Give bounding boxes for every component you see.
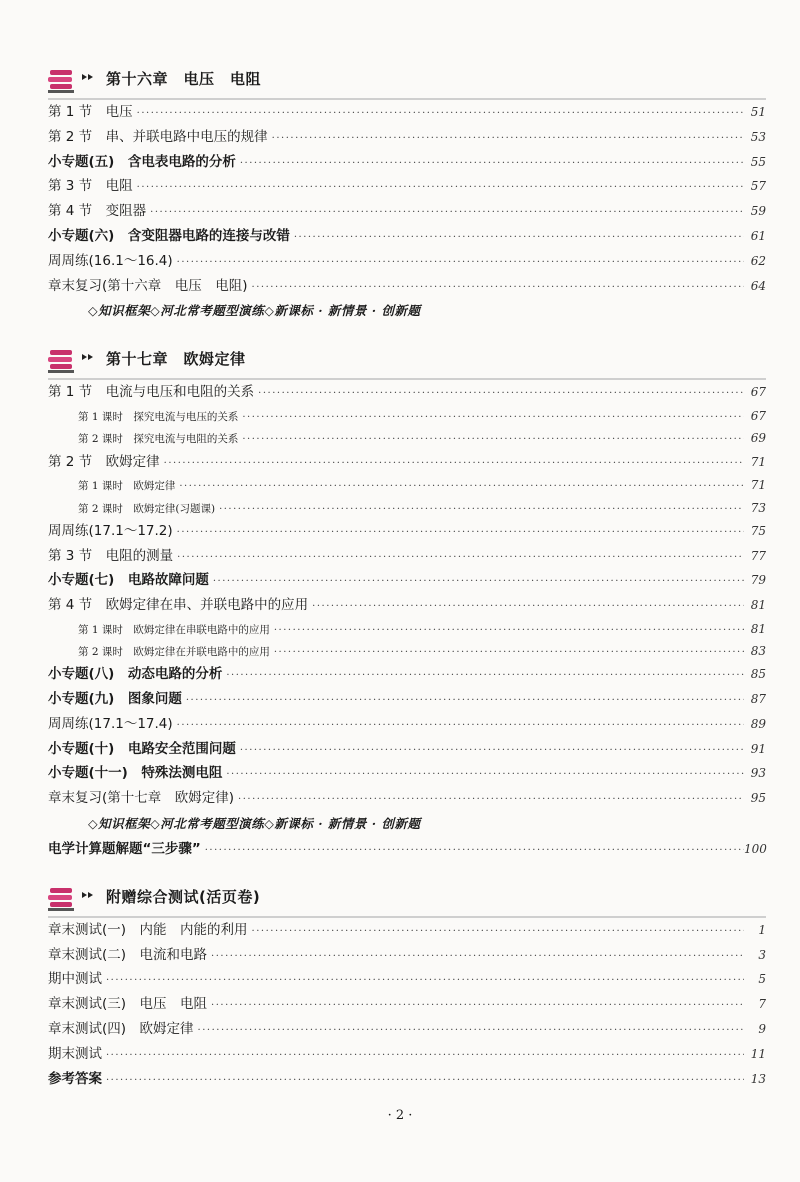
- toc-entry-label: 章末测试(一) 内能 内能的利用: [48, 921, 248, 938]
- toc-page-number: 83: [750, 644, 766, 659]
- toc-entry[interactable]: [48, 224, 766, 249]
- toc-page-number: 79: [750, 573, 766, 588]
- toc-entry[interactable]: [48, 1042, 766, 1067]
- toc-entry-label: 第 2 节 欧姆定律: [48, 453, 160, 470]
- book-stack-icon: [48, 882, 104, 912]
- toc-entry-label: 章末复习(第十七章 欧姆定律): [48, 790, 235, 807]
- toc-entry-label: 周周练(17.1～17.2): [48, 522, 173, 539]
- chapter-header-17: [48, 338, 766, 380]
- toc-page-number: 91: [750, 741, 766, 756]
- toc-page-number: 67: [750, 409, 766, 424]
- table-of-contents: [48, 58, 766, 1091]
- chapter-title: 第十六章 电压 电阻: [106, 70, 262, 88]
- dot-leader: [198, 1019, 744, 1043]
- dot-leader: [240, 152, 744, 176]
- toc-entry[interactable]: [48, 150, 766, 175]
- book-stack-icon: [48, 64, 104, 94]
- chapter-header-appendix: [48, 876, 766, 918]
- toc-page-number: 61: [750, 228, 766, 243]
- toc-entry-label: 周周练(17.1～17.4): [48, 715, 173, 732]
- toc-entry[interactable]: [48, 712, 766, 737]
- toc-entry[interactable]: [48, 640, 766, 662]
- toc-entry-label: 期中测试: [48, 971, 102, 988]
- toc-entry[interactable]: [48, 274, 766, 299]
- toc-entry[interactable]: [48, 992, 766, 1017]
- toc-entry-label: 小专题(五) 含电表电路的分析: [48, 153, 236, 170]
- dot-leader: [252, 276, 744, 300]
- toc-entry[interactable]: [48, 125, 766, 150]
- dot-leader: [177, 521, 744, 545]
- toc-entry-label: 电学计算题解题“三步骤”: [48, 841, 201, 858]
- toc-entry-label: 第 3 节 电阻的测量: [48, 547, 174, 564]
- toc-entry[interactable]: [48, 100, 766, 125]
- toc-page-number: 11: [750, 1046, 766, 1061]
- dot-leader: [312, 595, 744, 619]
- toc-entry[interactable]: [48, 837, 766, 862]
- toc-page-number: 89: [750, 716, 766, 731]
- toc-page-number: 3: [758, 947, 766, 962]
- toc-entry[interactable]: [48, 474, 766, 496]
- toc-entry-label: 第 2 课时 探究电流与电阻的关系: [78, 433, 239, 446]
- toc-entry[interactable]: [48, 687, 766, 712]
- toc-entry-label: 第 2 课时 欧姆定律在并联电路中的应用: [78, 646, 270, 659]
- toc-entry-label: 小专题(六) 含变阻器电路的连接与改错: [48, 227, 290, 244]
- toc-entry[interactable]: [48, 519, 766, 544]
- dot-leader: [211, 994, 744, 1018]
- toc-entry[interactable]: [48, 662, 766, 687]
- toc-page-number: 73: [750, 500, 766, 515]
- toc-page-number: 75: [750, 523, 766, 538]
- toc-entry[interactable]: [48, 405, 766, 427]
- toc-entry[interactable]: [48, 380, 766, 405]
- toc-page-number: 62: [750, 253, 766, 268]
- toc-page-number: 5: [758, 972, 766, 987]
- book-stack-icon: [48, 344, 104, 374]
- dot-leader: [137, 102, 744, 126]
- dot-leader: [164, 452, 744, 476]
- toc-entry-label: 第 4 节 变阻器: [48, 203, 147, 220]
- dot-leader: [213, 570, 744, 594]
- page-number: · 2 ·: [387, 1108, 413, 1123]
- dot-leader: [205, 839, 744, 863]
- dot-leader: [294, 226, 744, 250]
- toc-entry[interactable]: [48, 737, 766, 762]
- chapter-extras: ◇知识框架◇河北常考题型演练◇新课标 · 新情景 · 创新题: [88, 816, 421, 832]
- dot-leader: [240, 739, 744, 763]
- toc-entry[interactable]: [48, 544, 766, 569]
- toc-page-number: 93: [750, 766, 766, 781]
- chapter-title: 第十七章 欧姆定律: [106, 350, 246, 369]
- toc-entry[interactable]: [48, 174, 766, 199]
- toc-entry-label: 参考答案: [48, 1070, 102, 1087]
- toc-page-number: 71: [750, 478, 766, 493]
- chapter-17-after: [48, 837, 766, 862]
- dot-leader: [177, 546, 744, 570]
- dot-leader: [252, 920, 744, 944]
- toc-page-number: 9: [758, 1022, 766, 1037]
- toc-page-number: 69: [750, 431, 766, 446]
- toc-entry-label: 章末复习(第十六章 电压 电阻): [48, 277, 248, 294]
- toc-entry-label: 小专题(七) 电路故障问题: [48, 572, 209, 589]
- chapter-title: 附赠综合测试(活页卷): [106, 887, 261, 906]
- toc-entry-label: 小专题(十一) 特殊法测电阻: [48, 765, 223, 782]
- toc-entry-label: 小专题(十) 电路安全范围问题: [48, 740, 236, 757]
- dot-leader: [258, 382, 744, 406]
- toc-entry[interactable]: [48, 618, 766, 640]
- chapter-17-entries: [48, 380, 766, 811]
- toc-entry[interactable]: [48, 943, 766, 968]
- dot-leader: [177, 251, 744, 275]
- toc-page-number: 81: [750, 621, 766, 636]
- toc-entry-label: 第 4 节 欧姆定律在串、并联电路中的应用: [48, 597, 309, 614]
- toc-entry[interactable]: [48, 786, 766, 811]
- dot-leader: [226, 763, 744, 787]
- toc-page-number: 53: [750, 129, 766, 144]
- dot-leader: [137, 176, 744, 200]
- toc-entry-label: 小专题(九) 图象问题: [48, 691, 182, 708]
- toc-entry-label: 小专题(八) 动态电路的分析: [48, 666, 223, 683]
- dot-leader: [150, 201, 744, 225]
- toc-page-number: 51: [750, 105, 766, 119]
- dot-leader: [238, 788, 744, 812]
- toc-page-number: 95: [750, 791, 766, 806]
- toc-entry[interactable]: [48, 967, 766, 992]
- chapter-extras: ◇知识框架◇河北常考题型演练◇新课标 · 新情景 · 创新题: [88, 303, 421, 319]
- toc-entry[interactable]: [48, 1067, 766, 1092]
- dot-leader: [211, 945, 744, 969]
- toc-entry[interactable]: [48, 427, 766, 449]
- dot-leader: [177, 714, 744, 738]
- toc-page-number: 55: [750, 154, 766, 169]
- toc-page-number: 100: [744, 842, 767, 857]
- toc-entry[interactable]: [48, 450, 766, 475]
- toc-page-number: 85: [750, 667, 766, 682]
- toc-entry-label: 章末测试(四) 欧姆定律: [48, 1021, 194, 1038]
- toc-entry-label: 第 2 节 串、并联电路中电压的规律: [48, 128, 268, 145]
- dot-leader: [186, 689, 744, 713]
- dot-leader: [106, 1044, 744, 1068]
- toc-entry[interactable]: [48, 918, 766, 943]
- toc-page-number: 59: [750, 204, 766, 219]
- toc-entry-label: 第 1 节 电压: [48, 104, 133, 120]
- toc-entry-label: 第 1 课时 欧姆定律在串联电路中的应用: [78, 623, 270, 636]
- toc-entry-label: 章末测试(二) 电流和电路: [48, 946, 208, 963]
- dot-leader: [106, 1069, 744, 1093]
- toc-entry-label: 第 2 课时 欧姆定律(习题课): [78, 502, 216, 515]
- toc-entry[interactable]: [48, 497, 766, 519]
- toc-entry[interactable]: [48, 249, 766, 274]
- toc-page-number: 81: [750, 598, 766, 613]
- toc-entry-label: 周周练(16.1～16.4): [48, 252, 173, 269]
- toc-entry[interactable]: [48, 199, 766, 224]
- dot-leader: [272, 127, 744, 151]
- toc-page-number: 13: [750, 1071, 766, 1086]
- toc-entry-label: 章末测试(三) 电压 电阻: [48, 996, 208, 1013]
- dot-leader: [226, 664, 744, 688]
- toc-page-number: 77: [750, 548, 766, 563]
- appendix-entries: [48, 918, 766, 1092]
- toc-page-number: 67: [750, 385, 766, 400]
- toc-page-number: 57: [750, 179, 766, 194]
- toc-entry-label: 第 3 节 电阻: [48, 178, 133, 195]
- toc-entry[interactable]: [48, 568, 766, 593]
- toc-entry[interactable]: [48, 593, 766, 618]
- toc-entry-label: 第 1 节 电流与电压和电阻的关系: [48, 384, 255, 401]
- toc-entry-label: 期末测试: [48, 1045, 102, 1062]
- toc-entry-label: 第 1 课时 欧姆定律: [78, 480, 176, 493]
- toc-entry-label: 第 1 课时 探究电流与电压的关系: [78, 411, 239, 424]
- dot-leader: [106, 969, 744, 993]
- toc-page-number: 87: [750, 692, 766, 707]
- chapter-16-entries: [48, 100, 766, 298]
- toc-page-number: 7: [758, 997, 766, 1012]
- toc-entry[interactable]: [48, 761, 766, 786]
- toc-page-number: 71: [750, 454, 766, 469]
- toc-page-number: 64: [750, 278, 766, 293]
- chapter-header-16: [48, 58, 766, 100]
- toc-entry[interactable]: [48, 1017, 766, 1042]
- toc-page-number: 1: [758, 922, 766, 937]
